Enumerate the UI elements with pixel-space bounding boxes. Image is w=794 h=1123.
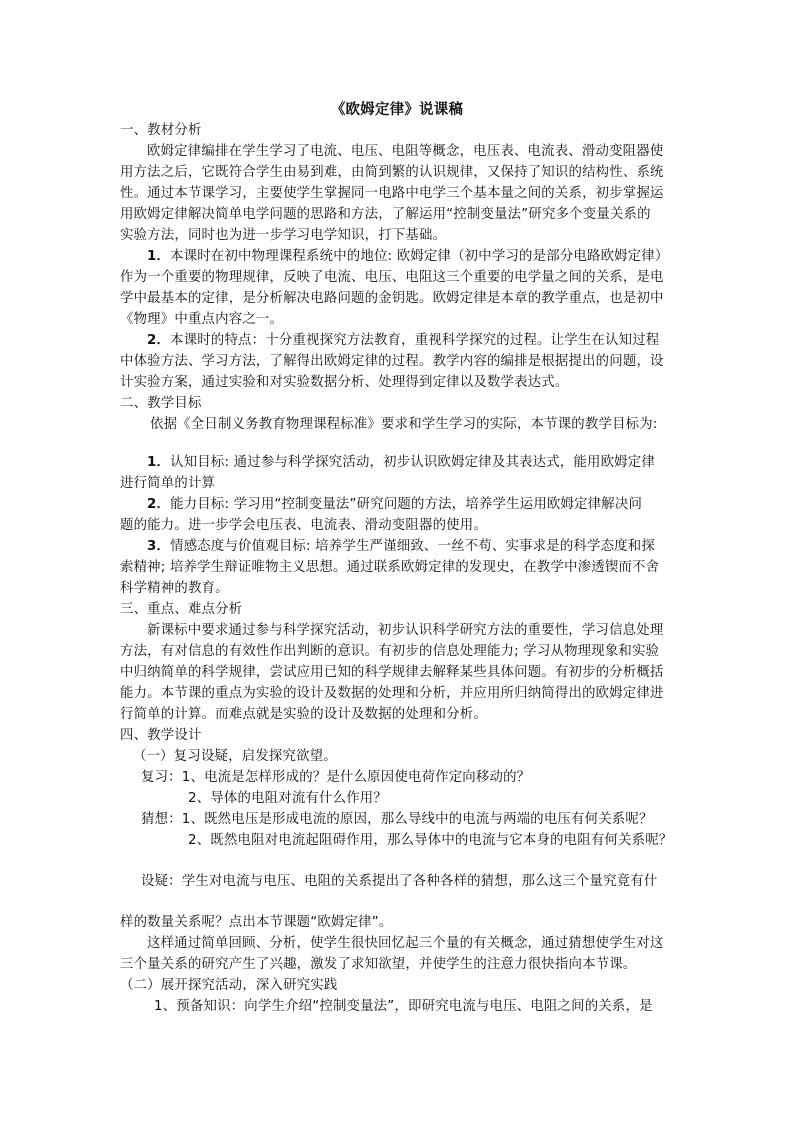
guess-question: 猜想：1、既然电压是形成电流的原因，那么导线中的电流与两端的电压有何关系呢？ bbox=[141, 812, 653, 827]
paragraph-line: 用欧姆定律解决简单电学问题的思路和方法，了解运用“控制变量法”研究多个变量关系的 bbox=[120, 207, 651, 222]
item-number: 1． bbox=[147, 249, 171, 264]
item-number: 1． bbox=[147, 455, 171, 470]
paragraph-line: 中归纳简单的科学规律，尝试应用已知的科学规律去解释某些具体问题。有初步的分析概括 bbox=[120, 665, 664, 680]
paragraph-line bbox=[147, 494, 707, 515]
paragraph-line bbox=[147, 536, 707, 557]
paragraph-line: 用方法之后，它既符合学生由易到难，由简到繁的认识规律，又保持了知识的结构性、系统 bbox=[120, 165, 664, 180]
paragraph-line bbox=[147, 246, 707, 267]
paragraph-line: 这样通过简单回顾、分析，使学生很快回忆起三个量的有关概念，通过猜想使学生对这 bbox=[147, 936, 664, 951]
paragraph-line: 作为一个重要的物理规律，反映了电流、电压、电阻这三个重要的电学量之间的关系，是电 bbox=[120, 270, 664, 285]
paragraph-line: 行简单的计算。而难点就是实验的设计及数据的处理和分析。 bbox=[120, 707, 487, 722]
section-heading-2: 二、教学目标 bbox=[120, 396, 202, 411]
document-title: 《欧姆定律》说课稿 bbox=[330, 102, 464, 118]
item-text: 认知目标: 通过参与科学探究活动，初步认识欧姆定律及其表达式，能用欧姆定律 bbox=[170, 455, 655, 470]
review-question: 复习：1、电流是怎样形成的？是什么原因使电荷作定向移动的？ bbox=[141, 770, 531, 785]
subsection-heading: （一）复习设疑，启发探究欲望。 bbox=[133, 749, 337, 764]
review-question: 2、导体的电阻对流有什么作用？ bbox=[188, 791, 387, 806]
item-text: 能力目标: 学习用“控制变量法”研究问题的方法，培养学生运用欧姆定律解决问 bbox=[170, 497, 643, 512]
paragraph-line: 科学精神的教育。 bbox=[120, 581, 229, 596]
paragraph-line: 中体验方法、学习方法，了解得出欧姆定律的过程。教学内容的编排是根据提出的问题，设 bbox=[120, 354, 664, 369]
section-heading-4: 四、教学设计 bbox=[120, 728, 202, 743]
paragraph-line: 三个量关系的研究产生了兴趣，激发了求知欲望，并使学生的注意力很快指向本节课。 bbox=[120, 957, 637, 972]
paragraph-line: 学中最基本的定律，是分析解决电路问题的金钥匙。欧姆定律是本章的教学重点，也是初中 bbox=[120, 291, 664, 306]
paragraph-line: 1、预备知识：向学生介绍“控制变量法”，即研究电流与电压、电阻之间的关系，是 bbox=[154, 999, 653, 1014]
paragraph-line bbox=[147, 452, 707, 473]
paragraph-line: 索精神; 培养学生辩证唯物主义思想。通过联系欧姆定律的发现史，在教学中渗透锲而不舍 bbox=[120, 560, 660, 575]
set-question: 样的数量关系呢？点出本节课题“欧姆定律”。 bbox=[120, 915, 393, 930]
item-number: 3． bbox=[147, 539, 171, 554]
section-heading-1: 一、教材分析 bbox=[120, 123, 202, 138]
paragraph-line: 依据《全日制义务教育物理课程标准》要求和学生学习的实际，本节课的教学目标为: bbox=[150, 417, 658, 432]
paragraph-line: 方法，有对信息的有效性作出判断的意识。有初步的信息处理能力; 学习从物理现象和实验 bbox=[120, 644, 660, 659]
paragraph-line: 实验方法，同时也为进一步学习电学知识，打下基础。 bbox=[120, 228, 447, 243]
paragraph-line bbox=[147, 330, 707, 351]
item-number: 2． bbox=[147, 333, 171, 348]
item-text: 情感态度与价值观目标: 培养学生严谨细致、一丝不苟、实事求是的科学态度和探 bbox=[170, 539, 655, 554]
item-number: 2． bbox=[147, 497, 171, 512]
item-text: 本课时的特点：十分重视探究方法教育，重视科学探究的过程。让学生在认知过程 bbox=[170, 333, 660, 348]
paragraph-line: 进行简单的计算 bbox=[120, 476, 216, 491]
paragraph-line: 欧姆定律编排在学生学习了电流、电压、电阻等概念，电压表、电流表、滑动变阻器使 bbox=[147, 144, 664, 159]
paragraph-line: 性。通过本节课学习，主要使学生掌握同一电路中电学三个基本量之间的关系，初步掌握运 bbox=[120, 186, 664, 201]
paragraph-line: 计实验方案，通过实验和对实验数据分析、处理得到定律以及数学表达式。 bbox=[120, 375, 569, 390]
paragraph-line: 新课标中要求通过参与科学探究活动，初步认识科学研究方法的重要性，学习信息处理 bbox=[147, 623, 664, 638]
guess-question: 2、既然电阻对电流起阻碍作用，那么导体中的电流与它本身的电阻有何关系呢？ bbox=[188, 833, 673, 848]
section-heading-3: 三、重点、难点分析 bbox=[120, 602, 243, 617]
set-question: 设疑：学生对电流与电压、电阻的关系提出了各种各样的猜想，那么这三个量究竟有什 bbox=[141, 874, 658, 889]
paragraph-line: 能力。本节课的重点为实验的设计及数据的处理和分析，并应用所归纳简得出的欧姆定律进 bbox=[120, 686, 664, 701]
item-text: 本课时在初中物理课程系统中的地位: 欧姆定律（初中学习的是部分电路欧姆定律） bbox=[170, 249, 669, 264]
subsection-heading: （二）展开探究活动，深入研究实践 bbox=[120, 978, 338, 993]
paragraph-line: 《物理》中重点内容之一。 bbox=[120, 312, 284, 327]
paragraph-line: 题的能力。进一步学会电压表、电流表、滑动变阻器的使用。 bbox=[120, 518, 487, 533]
